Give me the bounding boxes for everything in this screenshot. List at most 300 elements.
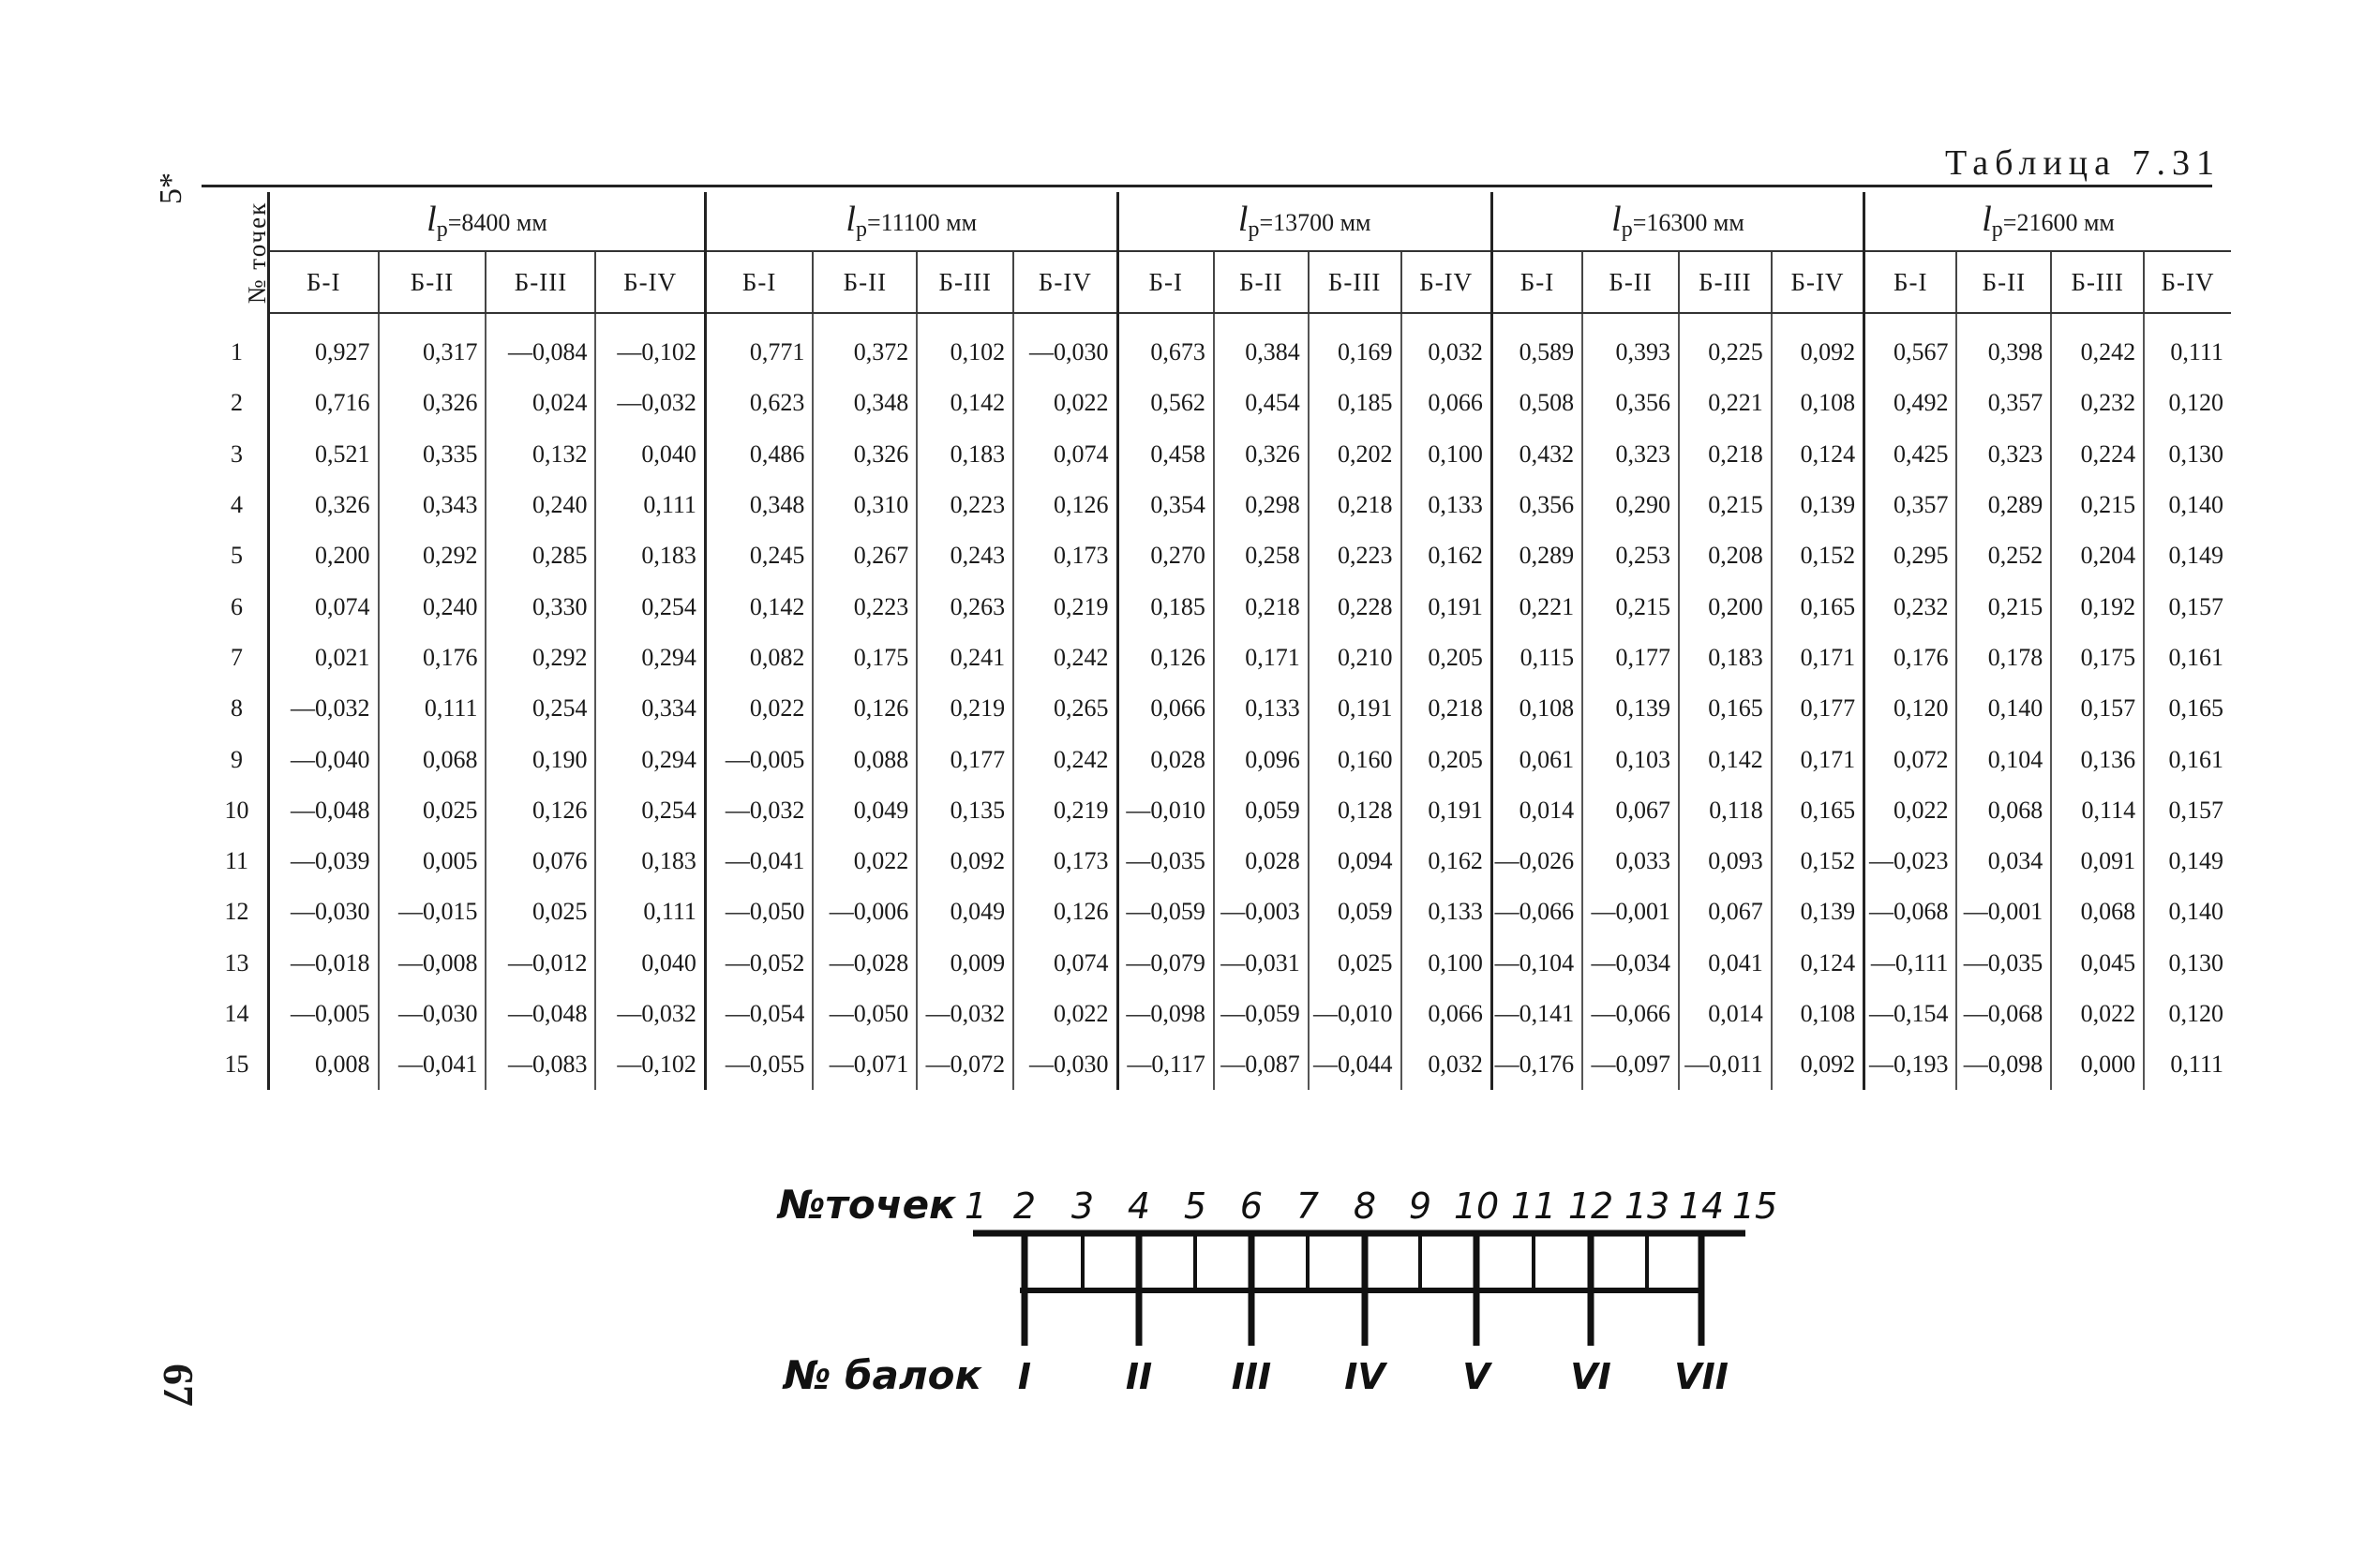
table-cell: 0,009 [917, 938, 1013, 989]
point-number: 1 [206, 313, 269, 378]
table-cell: —0,039 [269, 836, 379, 887]
table-cell: —0,030 [1013, 313, 1117, 378]
table-cell: 0,045 [2051, 938, 2144, 989]
group-header-5: $l_р=21600$ мм [1864, 192, 2231, 251]
group-header-4: $l_р=16300$ мм [1491, 192, 1864, 251]
table-cell: 0,185 [1117, 581, 1214, 632]
table-cell: 0,200 [269, 530, 379, 581]
beam-label: V [1462, 1356, 1490, 1397]
table-cell: —0,050 [705, 887, 813, 937]
points-header [206, 192, 272, 313]
table-cell: 0,128 [1309, 785, 1401, 836]
point-label: 10 [1453, 1185, 1500, 1227]
table-cell: —0,066 [1491, 887, 1582, 937]
table-cell: —0,030 [379, 989, 486, 1039]
table-cell: 0,022 [2051, 989, 2144, 1039]
table-cell: 0,357 [1864, 480, 1957, 530]
points-header-text: № точек [243, 201, 272, 305]
data-table-wrap [206, 192, 2231, 1090]
table-cell: 0,124 [1772, 429, 1864, 480]
table-cell: —0,083 [486, 1039, 595, 1090]
table-cell: 0,139 [1772, 480, 1864, 530]
table-cell: 0,176 [379, 633, 486, 683]
table-cell: —0,071 [813, 1039, 917, 1090]
table-cell: 0,183 [1679, 633, 1772, 683]
table-cell: 0,215 [1582, 581, 1679, 632]
table-cell: 0,025 [379, 785, 486, 836]
subheader-3-2: Б-II [1214, 251, 1309, 313]
point-label: 3 [1070, 1185, 1095, 1227]
table-cell: 0,108 [1772, 378, 1864, 428]
table-cell: 0,243 [917, 530, 1013, 581]
table-cell: 0,139 [1582, 683, 1679, 734]
table-cell: —0,066 [1582, 989, 1679, 1039]
table-cell: 0,343 [379, 480, 486, 530]
table-cell: 0,024 [486, 378, 595, 428]
point-number: 13 [206, 938, 269, 989]
table-cell: 0,348 [813, 378, 917, 428]
table-cell: 0,242 [1013, 734, 1117, 784]
table-cell: 0,140 [2144, 480, 2231, 530]
table-cell: 0,114 [2051, 785, 2144, 836]
table-cell: 0,562 [1117, 378, 1214, 428]
point-label: 13 [1624, 1185, 1670, 1227]
table-cell: 0,093 [1679, 836, 1772, 887]
beam-label: III [1231, 1356, 1272, 1397]
table-cell: 0,927 [269, 313, 379, 378]
table-cell: 0,205 [1401, 633, 1492, 683]
table-cell: 0,142 [917, 378, 1013, 428]
table-cell: 0,074 [1013, 429, 1117, 480]
table-cell: —0,032 [917, 989, 1013, 1039]
point-number: 4 [206, 480, 269, 530]
table-cell: 0,032 [1401, 1039, 1492, 1090]
table-cell: 0,357 [1956, 378, 2051, 428]
table-cell: 0,298 [1214, 480, 1309, 530]
table-cell: 0,162 [1401, 530, 1492, 581]
top-rule [202, 185, 2212, 187]
table-cell: —0,010 [1117, 785, 1214, 836]
table-cell: 0,032 [1401, 313, 1492, 378]
table-cell: 0,049 [813, 785, 917, 836]
table-cell: 0,033 [1582, 836, 1679, 887]
point-number: 6 [206, 581, 269, 632]
point-number: 5 [206, 530, 269, 581]
table-cell: 0,290 [1582, 480, 1679, 530]
table-cell: 0,253 [1582, 530, 1679, 581]
table-cell: 0,398 [1956, 313, 2051, 378]
table-cell: 0,458 [1117, 429, 1214, 480]
table-cell: 0,176 [1864, 633, 1957, 683]
table-cell: 0,104 [1956, 734, 2051, 784]
table-cell: 0,326 [1214, 429, 1309, 480]
table-cell: 0,115 [1491, 633, 1582, 683]
table-cell: —0,032 [595, 989, 705, 1039]
table-cell: —0,018 [269, 938, 379, 989]
table-row [206, 378, 2231, 428]
table-cell: 0,022 [705, 683, 813, 734]
table-cell: 0,185 [1309, 378, 1401, 428]
table-cell: 0,218 [1679, 429, 1772, 480]
table-cell: —0,084 [486, 313, 595, 378]
points-label: №точек [778, 1182, 956, 1228]
table-cell: 0,215 [1679, 480, 1772, 530]
subheader-5-2: Б-II [1956, 251, 2051, 313]
table-cell: 0,218 [1309, 480, 1401, 530]
table-cell: —0,055 [705, 1039, 813, 1090]
beam-label: I [1017, 1356, 1032, 1397]
table-cell: 0,133 [1401, 887, 1492, 937]
table-cell: 0,173 [1013, 530, 1117, 581]
table-cell: 0,111 [2144, 313, 2231, 378]
table-cell: 0,240 [486, 480, 595, 530]
table-cell: 0,171 [1772, 734, 1864, 784]
table-cell: 0,326 [269, 480, 379, 530]
table-cell: 0,111 [595, 887, 705, 937]
table-cell: —0,011 [1679, 1039, 1772, 1090]
subheader-2-3: Б-III [917, 251, 1013, 313]
table-row [206, 938, 2231, 989]
table-cell: 0,157 [2144, 581, 2231, 632]
table-cell: 0,000 [2051, 1039, 2144, 1090]
subheader-4-2: Б-II [1582, 251, 1679, 313]
table-row [206, 887, 2231, 937]
table-cell: —0,102 [595, 313, 705, 378]
table-row [206, 480, 2231, 530]
table-cell: 0,289 [1956, 480, 2051, 530]
subheader-2-2: Б-II [813, 251, 917, 313]
table-cell: 0,160 [1309, 734, 1401, 784]
table-cell: 0,191 [1401, 581, 1492, 632]
table-cell: —0,068 [1956, 989, 2051, 1039]
table-cell: —0,050 [813, 989, 917, 1039]
table-cell: 0,067 [1679, 887, 1772, 937]
table-cell: 0,716 [269, 378, 379, 428]
table-cell: 0,242 [1013, 633, 1117, 683]
table-cell: —0,072 [917, 1039, 1013, 1090]
table-cell: —0,052 [705, 938, 813, 989]
subheader-3-4: Б-IV [1401, 251, 1492, 313]
table-row [206, 530, 2231, 581]
point-label: 15 [1731, 1185, 1778, 1227]
table-cell: 0,326 [813, 429, 917, 480]
point-number: 12 [206, 887, 269, 937]
table-cell: 0,040 [595, 429, 705, 480]
group-header-2: $l_р=11100$ мм [705, 192, 1117, 251]
table-title: Таблица 7.31 [1944, 143, 2221, 183]
table-cell: 0,068 [1956, 785, 2051, 836]
table-cell: —0,193 [1864, 1039, 1957, 1090]
table-cell: 0,254 [486, 683, 595, 734]
table-cell: 0,126 [1013, 887, 1117, 937]
table-cell: 0,126 [486, 785, 595, 836]
table-cell: 0,356 [1491, 480, 1582, 530]
table-cell: 0,014 [1679, 989, 1772, 1039]
table-cell: 0,118 [1679, 785, 1772, 836]
table-cell: 0,149 [2144, 836, 2231, 887]
table-cell: 0,088 [813, 734, 917, 784]
table-cell: —0,041 [379, 1039, 486, 1090]
table-cell: 0,074 [1013, 938, 1117, 989]
table-cell: 0,210 [1309, 633, 1401, 683]
beam-label: VI [1570, 1356, 1611, 1397]
table-cell: —0,028 [813, 938, 917, 989]
table-cell: 0,454 [1214, 378, 1309, 428]
table-cell: 0,092 [1772, 313, 1864, 378]
table-cell: 0,354 [1117, 480, 1214, 530]
point-label: 9 [1408, 1185, 1432, 1227]
table-cell: —0,008 [379, 938, 486, 989]
table-cell: —0,026 [1491, 836, 1582, 887]
table-cell: 0,059 [1214, 785, 1309, 836]
table-cell: 0,066 [1401, 378, 1492, 428]
table-cell: 0,334 [595, 683, 705, 734]
table-cell: 0,165 [1772, 785, 1864, 836]
table-cell: 0,028 [1117, 734, 1214, 784]
table-cell: 0,171 [1772, 633, 1864, 683]
table-cell: 0,061 [1491, 734, 1582, 784]
table-cell: 0,173 [1013, 836, 1117, 887]
table-cell: 0,177 [1772, 683, 1864, 734]
table-cell: 0,289 [1491, 530, 1582, 581]
subheader-5-4: Б-IV [2144, 251, 2231, 313]
table-cell: 0,202 [1309, 429, 1401, 480]
point-label: 2 [1012, 1185, 1037, 1227]
table-cell: 0,162 [1401, 836, 1492, 887]
table-cell: 0,183 [595, 530, 705, 581]
table-cell: 0,120 [1864, 683, 1957, 734]
table-cell: 0,254 [595, 785, 705, 836]
table-cell: 0,263 [917, 581, 1013, 632]
table-cell: —0,030 [1013, 1039, 1117, 1090]
subheader-3-1: Б-I [1117, 251, 1214, 313]
table-cell: 0,335 [379, 429, 486, 480]
table-cell: —0,048 [269, 785, 379, 836]
subheader-1-1: Б-I [269, 251, 379, 313]
table-cell: —0,003 [1214, 887, 1309, 937]
table-cell: 0,221 [1679, 378, 1772, 428]
table-cell: 0,120 [2144, 989, 2231, 1039]
table-cell: 0,008 [269, 1039, 379, 1090]
subheader-1-4: Б-IV [595, 251, 705, 313]
table-cell: 0,372 [813, 313, 917, 378]
table-cell: 0,142 [1679, 734, 1772, 784]
table-cell: —0,031 [1214, 938, 1309, 989]
table-cell: 0,142 [705, 581, 813, 632]
table-cell: 0,492 [1864, 378, 1957, 428]
table-cell: 0,165 [1772, 581, 1864, 632]
table-cell: 0,265 [1013, 683, 1117, 734]
table-cell: —0,040 [269, 734, 379, 784]
table-cell: —0,068 [1864, 887, 1957, 937]
table-cell: 0,022 [1013, 378, 1117, 428]
table-cell: —0,097 [1582, 1039, 1679, 1090]
table-row [206, 785, 2231, 836]
table-cell: 0,124 [1772, 938, 1864, 989]
table-cell: —0,041 [705, 836, 813, 887]
table-cell: 0,161 [2144, 734, 2231, 784]
table-cell: 0,034 [1956, 836, 2051, 887]
point-number: 14 [206, 989, 269, 1039]
table-row [206, 683, 2231, 734]
beam-label: IV [1344, 1356, 1385, 1397]
table-cell: 0,192 [2051, 581, 2144, 632]
point-number: 15 [206, 1039, 269, 1090]
group-header-3: $l_р=13700$ мм [1117, 192, 1491, 251]
table-cell: 0,242 [2051, 313, 2144, 378]
margin-top-mark: 5* [154, 172, 188, 204]
table-cell: 0,025 [1309, 938, 1401, 989]
table-cell: 0,140 [2144, 887, 2231, 937]
table-cell: 0,623 [705, 378, 813, 428]
table-cell: 0,508 [1491, 378, 1582, 428]
table-cell: —0,030 [269, 887, 379, 937]
table-cell: 0,317 [379, 313, 486, 378]
table-cell: —0,044 [1309, 1039, 1401, 1090]
table-cell: —0,141 [1491, 989, 1582, 1039]
table-cell: 0,175 [2051, 633, 2144, 683]
table-cell: 0,139 [1772, 887, 1864, 937]
table-cell: —0,032 [705, 785, 813, 836]
table-cell: —0,059 [1117, 887, 1214, 937]
table-cell: 0,425 [1864, 429, 1957, 480]
table-cell: 0,135 [917, 785, 1013, 836]
table-cell: 0,200 [1679, 581, 1772, 632]
table-row [206, 836, 2231, 887]
table-cell: —0,005 [269, 989, 379, 1039]
table-cell: —0,079 [1117, 938, 1214, 989]
table-cell: 0,771 [705, 313, 813, 378]
point-number: 10 [206, 785, 269, 836]
table-cell: 0,208 [1679, 530, 1772, 581]
table-cell: 0,059 [1309, 887, 1401, 937]
table-cell: 0,221 [1491, 581, 1582, 632]
table-cell: 0,152 [1772, 836, 1864, 887]
table-cell: 0,245 [705, 530, 813, 581]
table-cell: 0,323 [1956, 429, 2051, 480]
table-cell: —0,104 [1491, 938, 1582, 989]
table-cell: 0,486 [705, 429, 813, 480]
table-cell: 0,130 [2144, 938, 2231, 989]
table-cell: 0,133 [1214, 683, 1309, 734]
table-cell: 0,140 [1956, 683, 2051, 734]
table-cell: —0,048 [486, 989, 595, 1039]
beam-label: VII [1674, 1356, 1729, 1397]
table-cell: 0,171 [1214, 633, 1309, 683]
table-cell: 0,215 [2051, 480, 2144, 530]
point-label: 8 [1353, 1185, 1377, 1227]
table-cell: 0,111 [379, 683, 486, 734]
table-cell: —0,117 [1117, 1039, 1214, 1090]
table-cell: 0,005 [379, 836, 486, 887]
table-cell: —0,023 [1864, 836, 1957, 887]
table-cell: 0,076 [486, 836, 595, 887]
subheader-5-3: Б-III [2051, 251, 2144, 313]
table-cell: 0,149 [2144, 530, 2231, 581]
subheader-2-1: Б-I [705, 251, 813, 313]
table-cell: 0,258 [1214, 530, 1309, 581]
table-cell: 0,204 [2051, 530, 2144, 581]
table-cell: 0,074 [269, 581, 379, 632]
table-cell: 0,225 [1679, 313, 1772, 378]
point-label: 7 [1295, 1185, 1320, 1227]
table-cell: 0,292 [486, 633, 595, 683]
table-cell: 0,022 [1013, 989, 1117, 1039]
table-cell: —0,005 [705, 734, 813, 784]
table-cell: 0,067 [1582, 785, 1679, 836]
page-number: 67 [155, 1364, 202, 1407]
table-cell: —0,012 [486, 938, 595, 989]
table-cell: 0,589 [1491, 313, 1582, 378]
table-cell: 0,108 [1491, 683, 1582, 734]
table-cell: 0,285 [486, 530, 595, 581]
table-cell: 0,232 [1864, 581, 1957, 632]
table-cell: 0,310 [813, 480, 917, 530]
table-cell: 0,041 [1679, 938, 1772, 989]
table-cell: 0,190 [486, 734, 595, 784]
table-cell: 0,111 [595, 480, 705, 530]
table-cell: 0,152 [1772, 530, 1864, 581]
table-cell: —0,087 [1214, 1039, 1309, 1090]
table-cell: —0,032 [269, 683, 379, 734]
table-cell: 0,323 [1582, 429, 1679, 480]
table-row [206, 989, 2231, 1039]
subheader-3-3: Б-III [1309, 251, 1401, 313]
subheader-4-3: Б-III [1679, 251, 1772, 313]
point-label: 6 [1239, 1185, 1264, 1227]
table-cell: 0,049 [917, 887, 1013, 937]
point-number: 11 [206, 836, 269, 887]
table-cell: 0,096 [1214, 734, 1309, 784]
table-cell: 0,223 [1309, 530, 1401, 581]
table-cell: 0,294 [595, 734, 705, 784]
group-header-1: $l_р=8400$ мм [269, 192, 706, 251]
table-cell: —0,176 [1491, 1039, 1582, 1090]
table-cell: —0,010 [1309, 989, 1401, 1039]
table-cell: 0,252 [1956, 530, 2051, 581]
table-cell: 0,133 [1401, 480, 1492, 530]
table-cell: 0,103 [1582, 734, 1679, 784]
table-row [206, 734, 2231, 784]
table-cell: —0,006 [813, 887, 917, 937]
table-cell: 0,022 [813, 836, 917, 887]
table-cell: 0,091 [2051, 836, 2144, 887]
table-cell: —0,111 [1864, 938, 1957, 989]
table-cell: 0,092 [1772, 1039, 1864, 1090]
table-cell: 0,393 [1582, 313, 1679, 378]
table-cell: 0,218 [1401, 683, 1492, 734]
table-cell: 0,218 [1214, 581, 1309, 632]
table-cell: —0,054 [705, 989, 813, 1039]
table-row [206, 633, 2231, 683]
table-cell: 0,254 [595, 581, 705, 632]
table-cell: 0,219 [1013, 785, 1117, 836]
table-cell: 0,178 [1956, 633, 2051, 683]
table-cell: —0,102 [595, 1039, 705, 1090]
table-cell: 0,102 [917, 313, 1013, 378]
subheader-1-3: Б-III [486, 251, 595, 313]
point-number: 9 [206, 734, 269, 784]
table-cell: 0,040 [595, 938, 705, 989]
table-cell: 0,014 [1491, 785, 1582, 836]
table-cell: 0,100 [1401, 429, 1492, 480]
point-label: 5 [1183, 1185, 1207, 1227]
subheader-1-2: Б-II [379, 251, 486, 313]
table-cell: —0,059 [1214, 989, 1309, 1039]
table-cell: 0,100 [1401, 938, 1492, 989]
point-label: 14 [1678, 1185, 1725, 1227]
table-cell: 0,191 [1401, 785, 1492, 836]
